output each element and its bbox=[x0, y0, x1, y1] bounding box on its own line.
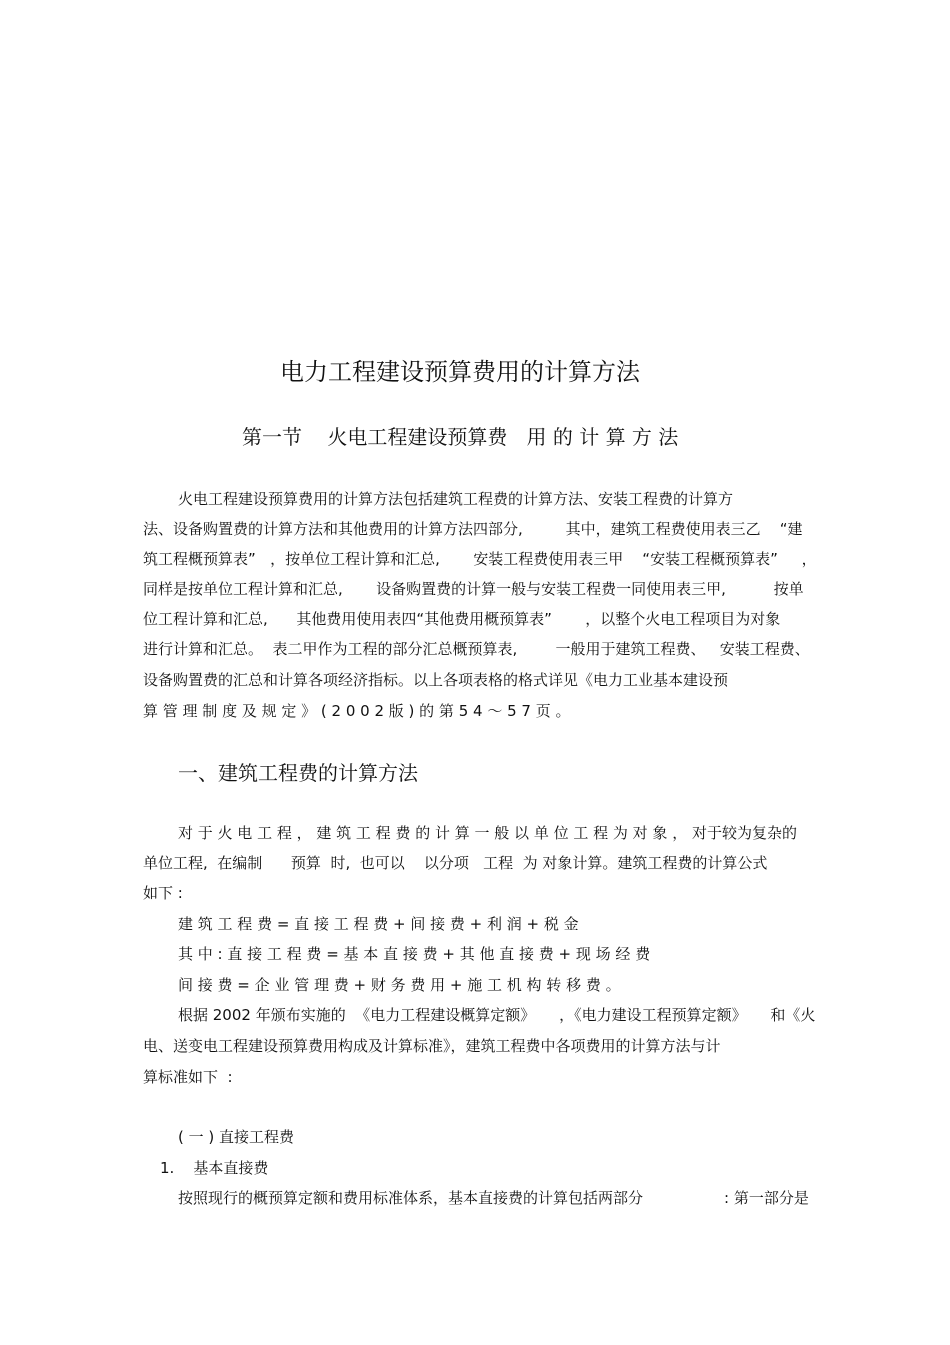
section-heading: 一、建筑工程费的计算方法 bbox=[178, 761, 418, 785]
text-line: 对 于 火 电 工 程 ， 建 筑 工 程 费 的 计 算 一 般 以 单 位 工 程 为 对 象 ， 对于较为复杂的 bbox=[178, 824, 797, 842]
text-line: 单位工程, 在编制 预算 时, 也可以 以分项 工程 为 对象计算。建筑工程费的计算公式 bbox=[143, 854, 768, 872]
list-item: 1. 基本直接费 bbox=[160, 1159, 269, 1177]
text-line: 火电工程建设预算费用的计算方法包括建筑工程费的计算方法、安装工程费的计算方 bbox=[178, 490, 734, 508]
text-line: 如下 : bbox=[143, 884, 183, 902]
formula-line: 其 中 : 直 接 工 程 费 = 基 本 直 接 费 + 其 他 直 接 费 + 现 场 经 费 bbox=[178, 945, 651, 963]
text-line: 筑工程概预算表” ，按单位工程计算和汇总, 安装工程费使用表三甲 “安装工程概预算表” ， bbox=[143, 550, 817, 568]
text-line: 位工程计算和汇总, 其他费用使用表四“其他费用概预算表” ，以整个火电工程项目为对象 bbox=[143, 610, 781, 628]
text-line: 设备购置费的汇总和计算各项经济指标。以上各项表格的格式详见《电力工业基本建设预 bbox=[143, 671, 729, 689]
formula-line: 间 接 费 = 企 业 管 理 费 + 财 务 费 用 + 施 工 机 构 转 移 费 。 bbox=[178, 976, 621, 994]
text-line: 进行计算和汇总。 表二甲作为工程的部分汇总概预算表, 一般用于建筑工程费、 安装工程费、 bbox=[143, 640, 810, 658]
text-line: 根据 2002 年颁布实施的 《电力工程建设概算定额》 ，《电力建设工程预算定额》 和《火 bbox=[178, 1006, 816, 1024]
text-line: 电、送变电工程建设预算费用构成及计算标准》，建筑工程费中各项费用的计算方法与计 bbox=[143, 1037, 721, 1055]
formula-line: 建 筑 工 程 费 = 直 接 工 程 费 + 间 接 费 + 利 润 + 税 金 bbox=[178, 915, 579, 933]
document-title: 电力工程建设预算费用的计算方法 bbox=[280, 358, 640, 386]
text-line: 算标准如下 : bbox=[143, 1068, 233, 1086]
text-line: 法、设备购置费的计算方法和其他费用的计算方法四部分, 其中，建筑工程费使用表三乙 “建 bbox=[143, 520, 803, 538]
text-line: 按照现行的概预算定额和费用标准体系，基本直接费的计算包括两部分 : 第一部分是 bbox=[178, 1189, 809, 1207]
text-line: 算 管 理 制 度 及 规 定 》 ( 2 0 0 2 版 ) 的 第 5 4 ～ 5 7 页 。 bbox=[143, 702, 571, 720]
section-title: 第一节 火电工程建设预算费 用 的 计 算 方 法 bbox=[242, 425, 679, 449]
sub-heading: ( 一 ) 直接工程费 bbox=[178, 1128, 295, 1146]
text-line: 同样是按单位工程计算和汇总, 设备购置费的计算一般与安装工程费一同使用表三甲, 按单 bbox=[143, 580, 804, 598]
